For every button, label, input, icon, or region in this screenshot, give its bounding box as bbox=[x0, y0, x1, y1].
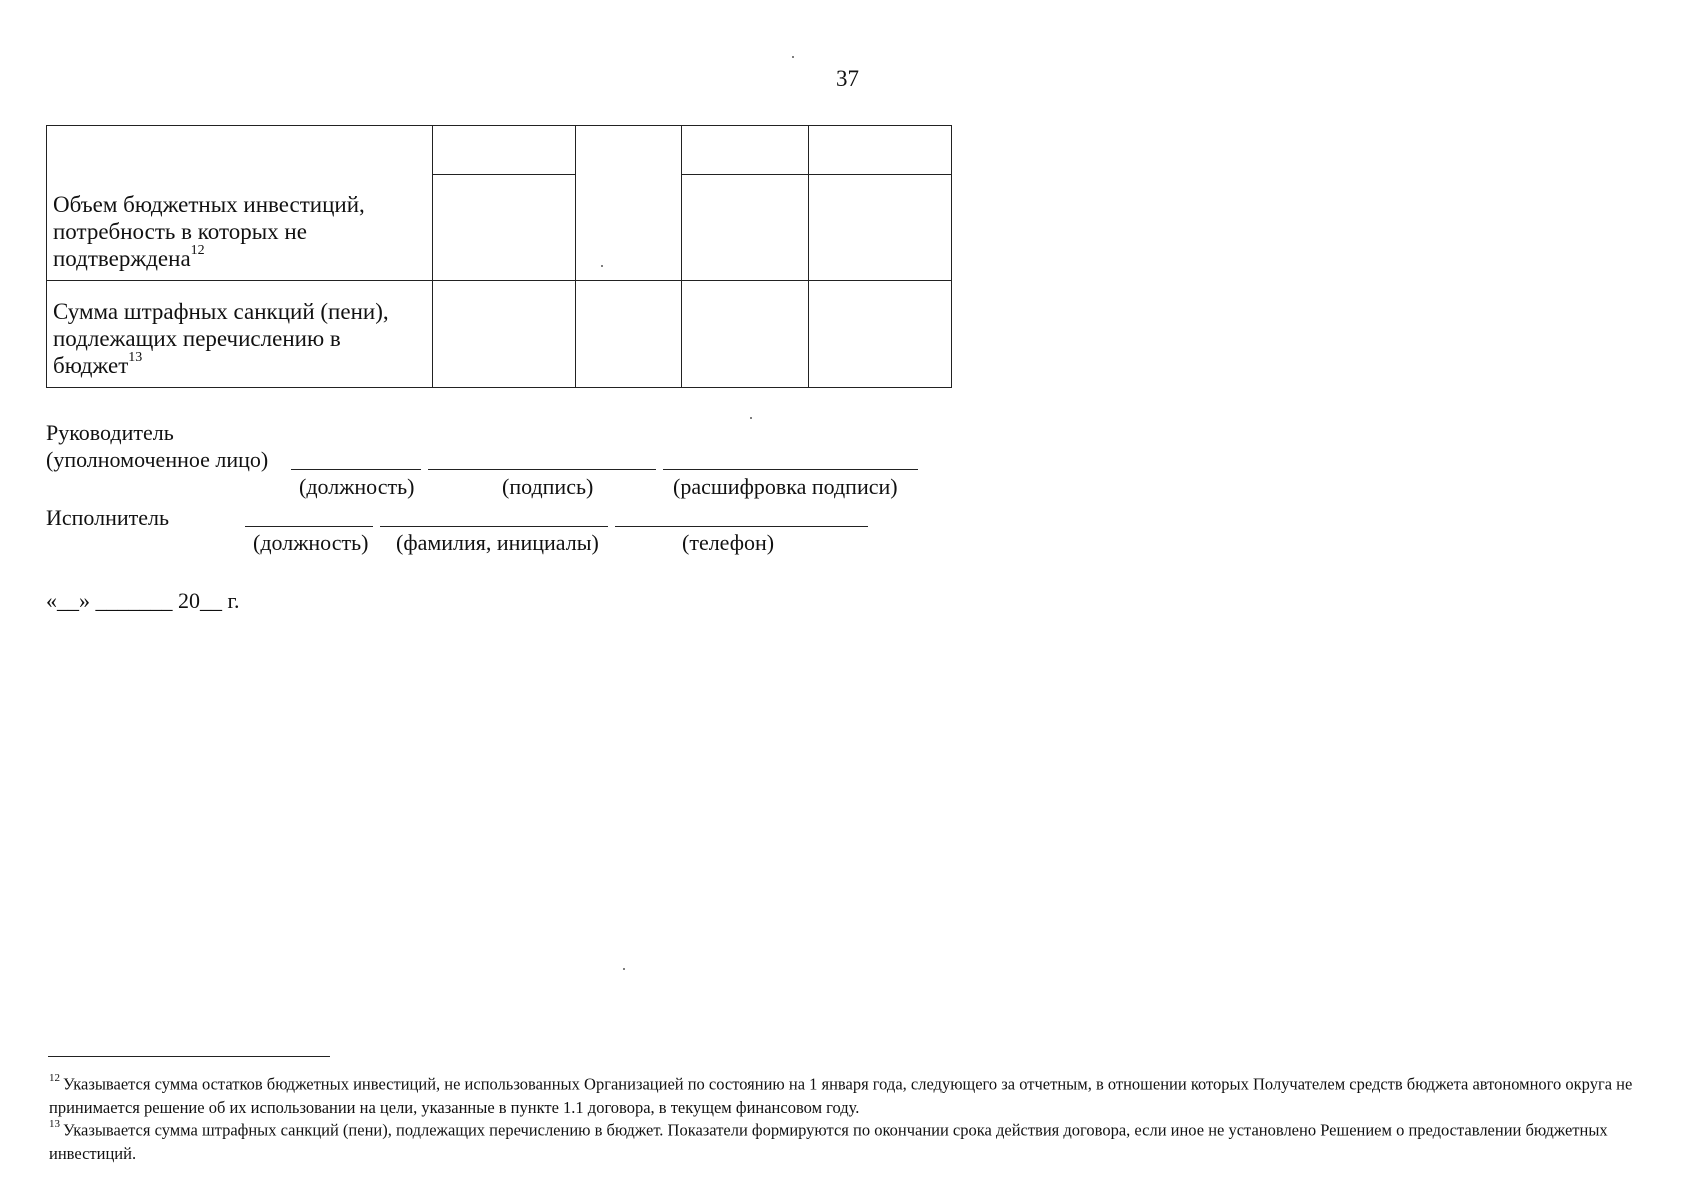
table-cell bbox=[433, 281, 576, 388]
footnote-13: $^{13}$ Указывается сумма штрафных санкций (пени), подлежащих перечислению в бюджет. Показатели формируются по окончании срока действия договора, если иное не установлено Решением о предоставлении бюджетных инвестиций. bbox=[49, 1118, 1608, 1163]
executor-caption-name: (фамилия, инициалы) bbox=[396, 530, 599, 555]
authorized-person-label: (уполномоченное лицо) bbox=[46, 447, 269, 472]
signature-line bbox=[428, 469, 656, 470]
executor-position-line bbox=[245, 526, 373, 527]
row-label-unconfirmed-investments: Объем бюджетных инвестиций, потребность в которых не подтверждена$^{12}$ bbox=[47, 126, 433, 281]
page-number: 37 bbox=[836, 66, 859, 91]
table-cell bbox=[433, 126, 576, 175]
table-cell bbox=[809, 175, 952, 281]
head-caption-signature: (подпись) bbox=[502, 474, 594, 499]
position-signature-line bbox=[291, 469, 421, 470]
table-cell bbox=[809, 126, 952, 175]
executor-label: Исполнитель bbox=[46, 505, 170, 530]
footnote-separator bbox=[48, 1056, 330, 1057]
table-cell bbox=[576, 126, 682, 281]
footnote-12: $^{12}$ Указывается сумма остатков бюджетных инвестиций, не использованных Организацией по состоянию на 1 января года, следующего за отчетным, в отношении которых Получателем средств бюджета автономного округа не принимается решение об их использовании на цели, указанные в пункте 1.1 договора, в текущем финансовом году. bbox=[49, 1072, 1633, 1117]
signature-decoding-line bbox=[663, 469, 918, 470]
table-cell bbox=[809, 281, 952, 388]
table-cell bbox=[682, 281, 809, 388]
date-line: «__» _______ 20__ г. bbox=[46, 588, 240, 613]
scan-speck bbox=[601, 265, 603, 267]
table-cell bbox=[682, 126, 809, 175]
table-cell bbox=[433, 175, 576, 281]
head-caption-position: (должность) bbox=[299, 474, 415, 499]
scan-speck bbox=[750, 417, 752, 419]
executor-caption-position: (должность) bbox=[253, 530, 369, 555]
scan-speck bbox=[623, 968, 625, 970]
table-cell bbox=[576, 281, 682, 388]
scan-speck bbox=[792, 56, 794, 58]
row-label-penalties: Сумма штрафных санкций (пени), подлежащих перечислению в бюджет$^{13}$ bbox=[47, 281, 433, 388]
executor-caption-phone: (телефон) bbox=[682, 530, 775, 555]
head-label: Руководитель bbox=[46, 420, 174, 445]
executor-name-line bbox=[380, 526, 608, 527]
table-cell bbox=[682, 175, 809, 281]
executor-phone-line bbox=[615, 526, 868, 527]
head-caption-decoding: (расшифровка подписи) bbox=[673, 474, 898, 499]
report-table bbox=[46, 125, 952, 388]
